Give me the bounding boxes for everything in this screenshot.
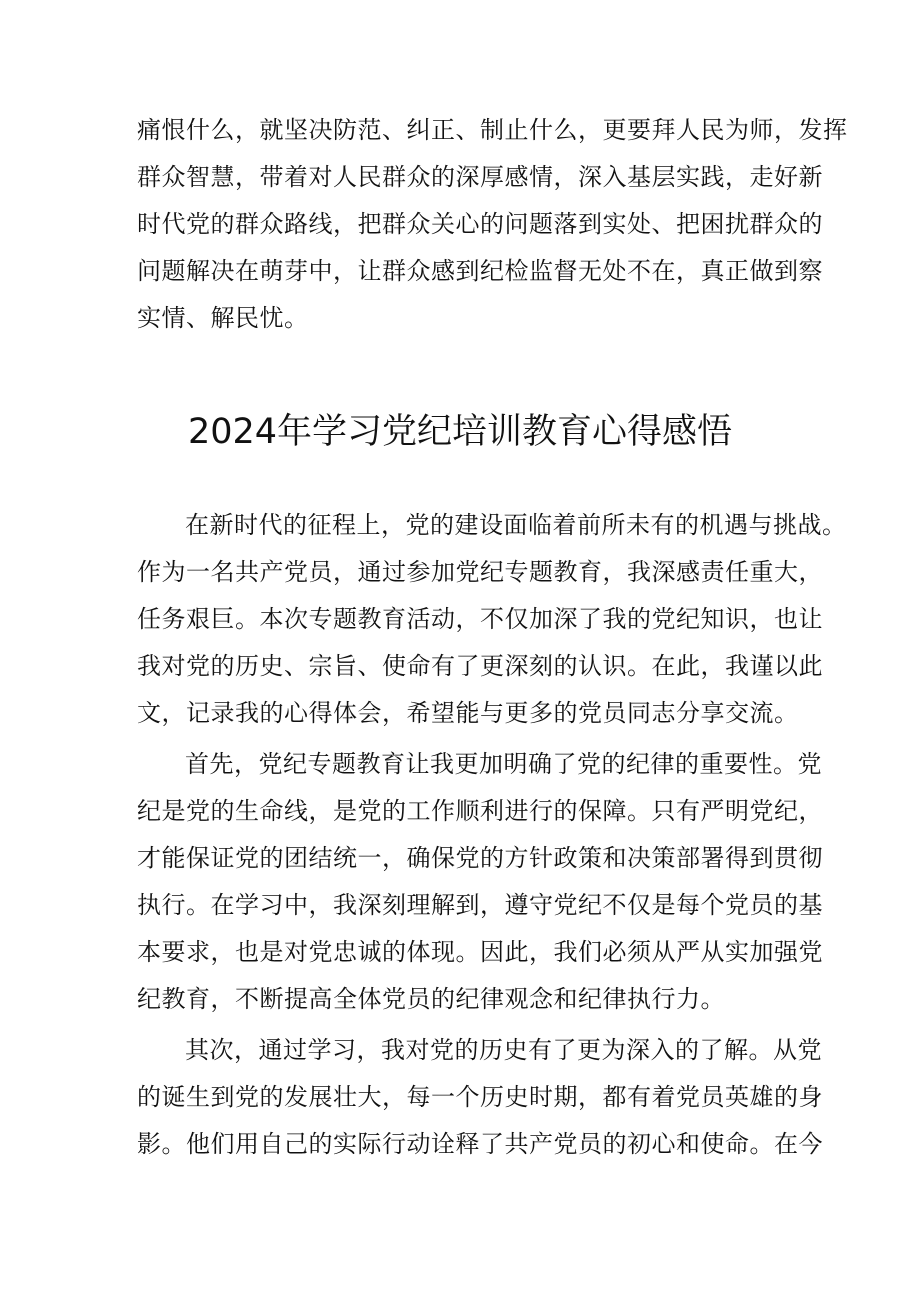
paragraph-2-line-6: 纪教育，不断提高全体党员的纪律观念和纪律执行力。 [137, 985, 725, 1013]
paragraph-1-line-1: 在新时代的征程上，党的建设面临着前所未有的机遇与挑战。 [185, 511, 847, 539]
continuation-line-5: 实情、解民忧。 [137, 304, 309, 332]
paragraph-1-line-4: 我对党的历史、宗旨、使命有了更深刻的认识。在此，我谨以此 [137, 652, 823, 680]
paragraph-3-line-3: 影。他们用自己的实际行动诠释了共产党员的初心和使命。在今 [137, 1130, 823, 1158]
document-title: 2024年学习党纪培训教育心得感悟 [187, 412, 733, 452]
continuation-line-1: 痛恨什么，就坚决防范、纠正、制止什么，更要拜人民为师，发挥 [137, 116, 848, 144]
paragraph-3-line-2: 的诞生到党的发展壮大，每一个历史时期，都有着党员英雄的身 [137, 1083, 823, 1111]
paragraph-2-line-2: 纪是党的生命线，是党的工作顺利进行的保障。只有严明党纪， [137, 797, 823, 825]
paragraph-2-line-3: 才能保证党的团结统一，确保党的方针政策和决策部署得到贯彻 [137, 844, 823, 872]
paragraph-2-line-4: 执行。在学习中，我深刻理解到，遵守党纪不仅是每个党员的基 [137, 891, 823, 919]
continuation-line-4: 问题解决在萌芽中，让群众感到纪检监督无处不在，真正做到察 [137, 257, 823, 285]
continuation-line-3: 时代党的群众路线，把群众关心的问题落到实处、把困扰群众的 [137, 210, 823, 238]
paragraph-2-line-1: 首先，党纪专题教育让我更加明确了党的纪律的重要性。党 [185, 750, 822, 778]
continuation-line-2: 群众智慧，带着对人民群众的深厚感情，深入基层实践，走好新 [137, 163, 823, 191]
paragraph-3-line-1: 其次，通过学习，我对党的历史有了更为深入的了解。从党 [185, 1036, 822, 1064]
paragraph-1-line-3: 任务艰巨。本次专题教育活动，不仅加深了我的党纪知识，也让 [137, 605, 823, 633]
paragraph-1-line-2: 作为一名共产党员，通过参加党纪专题教育，我深感责任重大， [137, 558, 823, 586]
paragraph-2-line-5: 本要求，也是对党忠诚的体现。因此，我们必须从严从实加强党 [137, 938, 823, 966]
paragraph-1-line-5: 文，记录我的心得体会，希望能与更多的党员同志分享交流。 [137, 699, 799, 727]
